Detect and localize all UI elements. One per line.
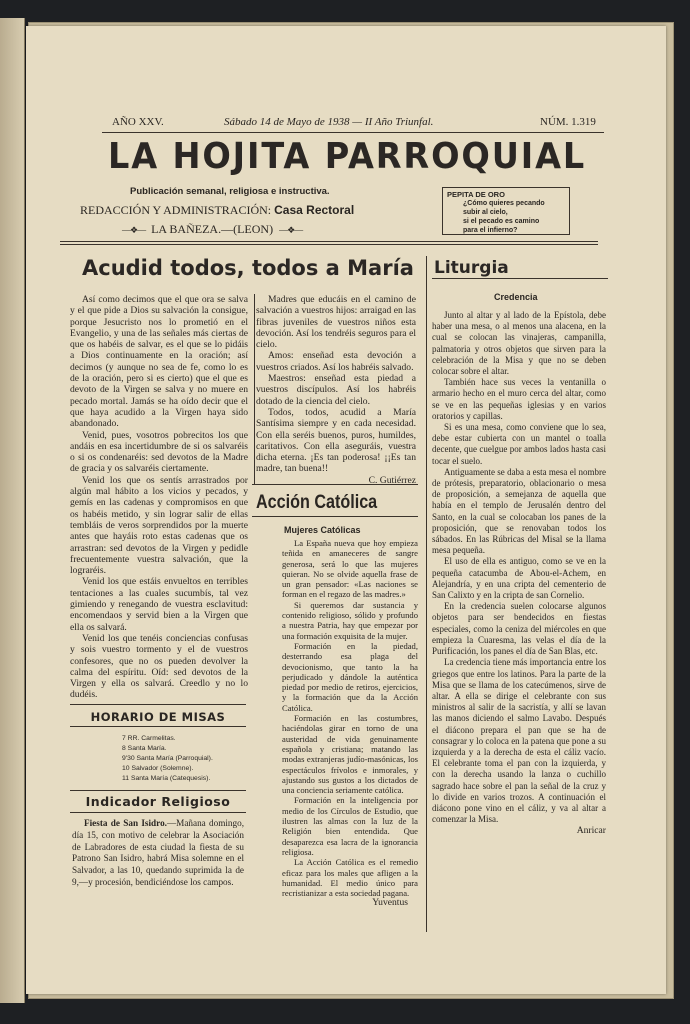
redaccion-value: Casa Rectoral: [274, 203, 355, 217]
liturgia-heading: Liturgia: [434, 258, 509, 278]
paragraph: En la credencia suelen colocarse algunos objetos para ser bendecidos en fiestas especiales, como la ceniza del miércoles en que empieza la Cuaresma, las velas el día de la Purificación, los panes el día de San Blas, etc.: [432, 601, 606, 657]
paragraph: Venid los que os sentís arrastrados por algún mal hábito a los vicios y pecados, y gemís en las cadenas y compromisos en que os habéis metido, y sin lograr salir de ellas tembláis de veros sorprendidos por la muerte antes que hayáis roto estas cadenas que os arrastran: sed devotos de la Virgen y pedidle frecuentemente vuestra salvación, que la lograréis.: [70, 474, 248, 577]
paragraph: Venid los que estáis envueltos en terribles tentaciones a las cuales sucumbís, tal vez gimiendo y renegando de vuestra esclavitud: encomendaos y servid bien a la Virgen que ella os salvará.: [70, 576, 248, 633]
horario-list: [122, 734, 213, 784]
masthead-subtitle: Publicación semanal, religiosa e instructiva.: [130, 186, 330, 197]
redaccion-line: [80, 203, 354, 218]
main-article-col1: [70, 294, 248, 701]
article-signature: C. Gutiérrez: [368, 474, 416, 486]
pepita-title: PEPITA DE ORO: [447, 190, 505, 199]
paragraph: Formación en la inteligencia por medio de los Círculos de Estudio, que ilustren las almas con la luz de la Religión bien entendida. Que desaparezca esa lacra de la ignorancia religiosa.: [282, 795, 418, 857]
city-label: LA BAÑEZA.—(LEON): [151, 222, 274, 236]
paragraph: Junto al altar y al lado de la Epístola, debe haber una mesa, o al menos una alacena, en la cual se colocan las vinajeras, campanilla, palmatoria y otros objetos que sirven para la celebración de la Misa y que no se deben colocar sobre el altar.: [432, 310, 606, 377]
city-line: [122, 222, 302, 237]
paragraph: Todos, todos, acudid a María Santísima siempre y en cada necesidad. Con ella seréis buenos, puros, humildes, caritativos. Con ella aseguráis, vuestra dicha eterna. ¡Es tan poderosa! ¡¡Es tan madre, tan buena!!: [256, 406, 416, 475]
liturgia-signature: Anricar: [576, 825, 606, 837]
ornament-left-icon: —❖—: [122, 225, 146, 235]
pepita-line: ¿Cómo quieres pecando: [463, 200, 545, 207]
paragraph: Antiguamente se daba a esta mesa el nombre de prótesis, preparatorio, oblacionario o mesa de proposición, a semejanza de aquella que había en el templo de Jerusalén dentro del Santo, en la cual se colocaban los panes de la proposición, que se renovaban todos los sábados. En las Rúbricas del Misal se la llama mesa pequeña.: [432, 466, 606, 556]
main-headline: Acudid todos, todos a María: [82, 256, 414, 280]
indicador-body: —Mañana domingo, día 15, con motivo de celebrar la Asociación de Labradores de esta ciudad la fiesta de su Patrono San Isidro, habrá Misa solemne en el Salvador, a las 10, quedando suprimida la de 9,—y procesión, bendiciéndose los campos.: [72, 818, 245, 887]
horario-item: 11 Santa María (Catequesis).: [122, 775, 211, 782]
pepita-line: si el pecado es camino: [463, 218, 540, 225]
indicador-heading: Indicador Religioso: [85, 794, 231, 809]
horario-item: 9'30 Santa María (Parroquial).: [122, 755, 213, 762]
paragraph: Venid, pues, vosotros pobrecitos los que andáis en esa incertidumbre de si os salvaréis o si os condenaréis: sed devotos de la Madre de gracia y os salvaréis ciertamente.: [70, 429, 248, 475]
paragraph: La Acción Católica es el remedio eficaz para los males que afligen a la humanidad. El medio único para recristianizar a esta sociedad pagana.: [282, 857, 418, 899]
paragraph: El uso de ella es antiguo, como se ve en la pequeña catacumba de Abou-el-Achem, en Alejandría, y en una cripta del cementerio de San Calixto y en la cripta de san Cornelio.: [432, 556, 606, 601]
liturgia-subheading: Credencia: [494, 292, 538, 302]
paragraph: También hace sus veces la ventanilla o armario hecho en el muro cerca del altar, como se ve en las pequeñas iglesias y en varios oratorios y capillas.: [432, 377, 606, 421]
paragraph: Así como decimos que el que ora se salva y el que pide a Dios su salvación la consigue, porque Jesucristo nos lo prometió en el Evangelio, y una de las señales más ciertas de que os habéis de salvar, es el que se lo pidáis a Dios continuamente en la oración; así decimos (y aunque no sea de fe, como lo es de la oración, pero si es cierto) que el que es devoto de la Virgen se salva y no muere en pecado mortal. Jamás se ha oído decir que el que haya acudido a la Virgen haya sido abandonado.: [70, 294, 248, 430]
issue-number: NÚM. 1.319: [540, 116, 596, 128]
horario-item: 10 Salvador (Solemne).: [122, 765, 194, 772]
redaccion-label: REDACCIÓN Y ADMINISTRACIÓN:: [80, 203, 272, 217]
horario-heading: HORARIO DE MISAS: [90, 710, 226, 724]
paragraph: La España nueva que hoy empieza teñida en amaneceres de sangre generosa, será lo que las mujeres quieran. No se olvide aquella frase de un gran pensador: «Las naciones se forman en el regazo de las madres.»: [282, 538, 418, 600]
horario-item: 7 RR. Carmelitas.: [122, 735, 176, 742]
horario-item: 8 Santa María.: [122, 745, 167, 752]
accion-signature: Yuventus: [372, 897, 408, 909]
indicador-lead: Fiesta de San Isidro.: [84, 818, 167, 828]
paragraph: La credencia tiene más importancia entre los griegos que entre los latinos. Para la parte de la Misa que se llama de los catecúmenos, sirve de altar. A ella se dirige el celebrante con sus ministros al salir de la sacristía, y allí se lavan las manos diciendo el salmo Lavabo. Después el diácono prepara el pan que se ha de consagrar y lo coloca en la patena que pone a su izquierda y a la derecha de esta el cáliz vacío. El celebrante toma el pan con la izquierda, y con la derecha usando la lanza o cuchillo sagrado hace sobre el pan la señal de la cruz y lo divide en varios trozos. A continuación el diácono pone vino en el cáliz, y va al altar a comenzar la Misa.: [432, 657, 606, 825]
liturgia-text: [432, 310, 606, 837]
issue-year: AÑO XXV.: [112, 116, 164, 128]
masthead-title: LA HOJITA PARROQUIAL: [108, 136, 587, 177]
accion-heading: Acción Católica: [256, 492, 378, 513]
ornament-right-icon: —❖—: [279, 225, 303, 235]
paragraph: Formación en la piedad, desterrando esa plaga del devocionismo, que tanto la ha perjudicado y dándole la auténtica piedad por medio de retiros, ejercicios, y la formación que da la Acción Católica.: [282, 640, 418, 713]
main-article-col2: [256, 294, 416, 486]
newspaper-page: [26, 26, 666, 994]
paragraph: Si queremos dar sustancia y contenido religioso, sólido y profundo a nuestra Patria, hay que empezar por una formación exquisita de la mujer.: [282, 599, 418, 641]
paragraph: Amos: enseñad esta devoción a vuestros criados. Así los habréis salvado.: [256, 350, 416, 373]
pepita-line: subir al cielo,: [463, 209, 508, 216]
paragraph: Si es una mesa, como conviene que lo sea, debe estar cubierta con un mantel o toalla decente, que cuelgue por ambos lados hasta casi tocar el suelo.: [432, 422, 606, 466]
paragraph: Maestros: enseñad esta piedad a vuestros discípulos. Así los habréis dotado de la ciencia del cielo.: [256, 373, 416, 407]
pepita-line: para el infierno?: [463, 227, 518, 234]
paragraph: Madres que educáis en el camino de salvación a vuestros hijos: arraigad en las fibras juveniles de vuestros niños esta devoción. Así los tendréis seguros para el cielo.: [256, 294, 416, 351]
accion-subheading: Mujeres Católicas: [284, 525, 361, 535]
adjacent-page-edge: [0, 18, 25, 1003]
issue-date: Sábado 14 de Mayo de 1938 — II Año Triunfal.: [224, 116, 434, 128]
accion-text: [282, 538, 418, 909]
pepita-de-oro-box: [442, 187, 570, 235]
indicador-text: [72, 818, 244, 889]
paragraph: Formación en las costumbres, haciéndolas girar en torno de una austeridad de vida genuinamente española y cristiana; matando las modas extranjeras judío-masónicas, los espectáculos frívolos e inmorales, y ajustando sus gustos a los dictados de una conciencia seriamente católica.: [282, 713, 418, 796]
paragraph: Venid los que tenéis conciencias confusas y sois vuestro tormento y el de vuestros confesores, que no os pueden devolver la calma del espíritu. Oíd: sed devotos de la Virgen y ella os salvará. Creedlo y no lo dudéis.: [70, 632, 248, 701]
